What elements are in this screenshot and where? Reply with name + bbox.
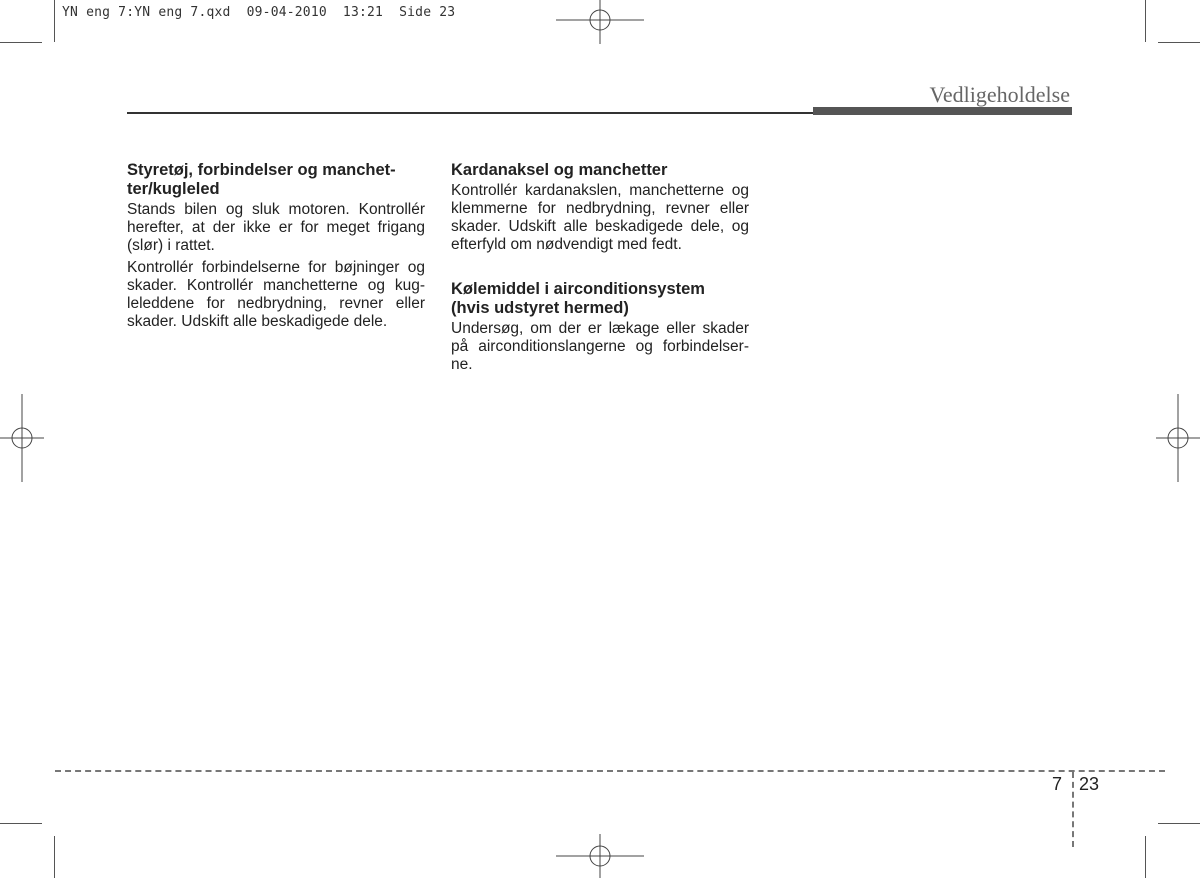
registration-mark-bottom [556, 834, 644, 878]
footer-dotted-divider [1072, 772, 1074, 847]
heading-steering-line1: Styretøj, forbindelser og manchet- [127, 161, 396, 179]
paragraph-driveshaft: Kontrollér kardanakslen, manchetterne og klemmerne for nedbrydning, revner eller skader. Udskift alle beskadigede dele, og efterfyld om nødvendigt med fedt. [451, 182, 749, 253]
crop-mark-top-left-h [0, 42, 42, 43]
crop-mark-top-left-v [54, 0, 55, 42]
crop-mark-top-right-h [1158, 42, 1200, 43]
heading-refrigerant-line2: (hvis udstyret hermed) [451, 299, 629, 317]
crop-mark-bottom-right-h [1158, 823, 1200, 824]
registration-mark-top [556, 0, 644, 44]
section-title: Vedligeholdelse [929, 82, 1070, 107]
crop-mark-bottom-left-v [54, 836, 55, 878]
heading-refrigerant [451, 280, 749, 318]
paragraph-steering-1: Stands bilen og sluk motoren. Kontrollér herefter, at der ikke er for meget frigang (slør) i rattet. [127, 201, 425, 254]
registration-mark-left [0, 394, 44, 482]
heading-steering-line2: ter/kugleled [127, 180, 220, 198]
footer-dotted-rule [55, 770, 1165, 772]
column-right [451, 161, 749, 378]
page-number: 23 [1079, 774, 1100, 794]
paragraph-steering-2: Kontrollér forbindelserne for bøjninger og skader. Kontrollér manchetterne og kug-leleddene for nedbrydning, revner eller skader. Udskift alle beskadigede dele. [127, 259, 425, 330]
header-rule [127, 112, 817, 114]
chapter-number: 7 [1052, 774, 1063, 794]
heading-steering [127, 161, 425, 199]
heading-refrigerant-line1: Kølemiddel i airconditionsystem [451, 280, 705, 298]
paragraph-refrigerant: Undersøg, om der er lækage eller skader på airconditionslangerne og forbindelser-ne. [451, 320, 749, 373]
crop-mark-bottom-left-h [0, 823, 42, 824]
header-rule-accent [813, 107, 1072, 115]
heading-driveshaft: Kardanaksel og manchetter [451, 161, 668, 179]
registration-mark-right [1156, 394, 1200, 482]
column-left [127, 161, 425, 335]
print-slug: YN eng 7:YN eng 7.qxd 09-04-2010 13:21 Side 23 [62, 5, 456, 20]
crop-mark-bottom-right-v [1145, 836, 1146, 878]
crop-mark-top-right-v [1145, 0, 1146, 42]
